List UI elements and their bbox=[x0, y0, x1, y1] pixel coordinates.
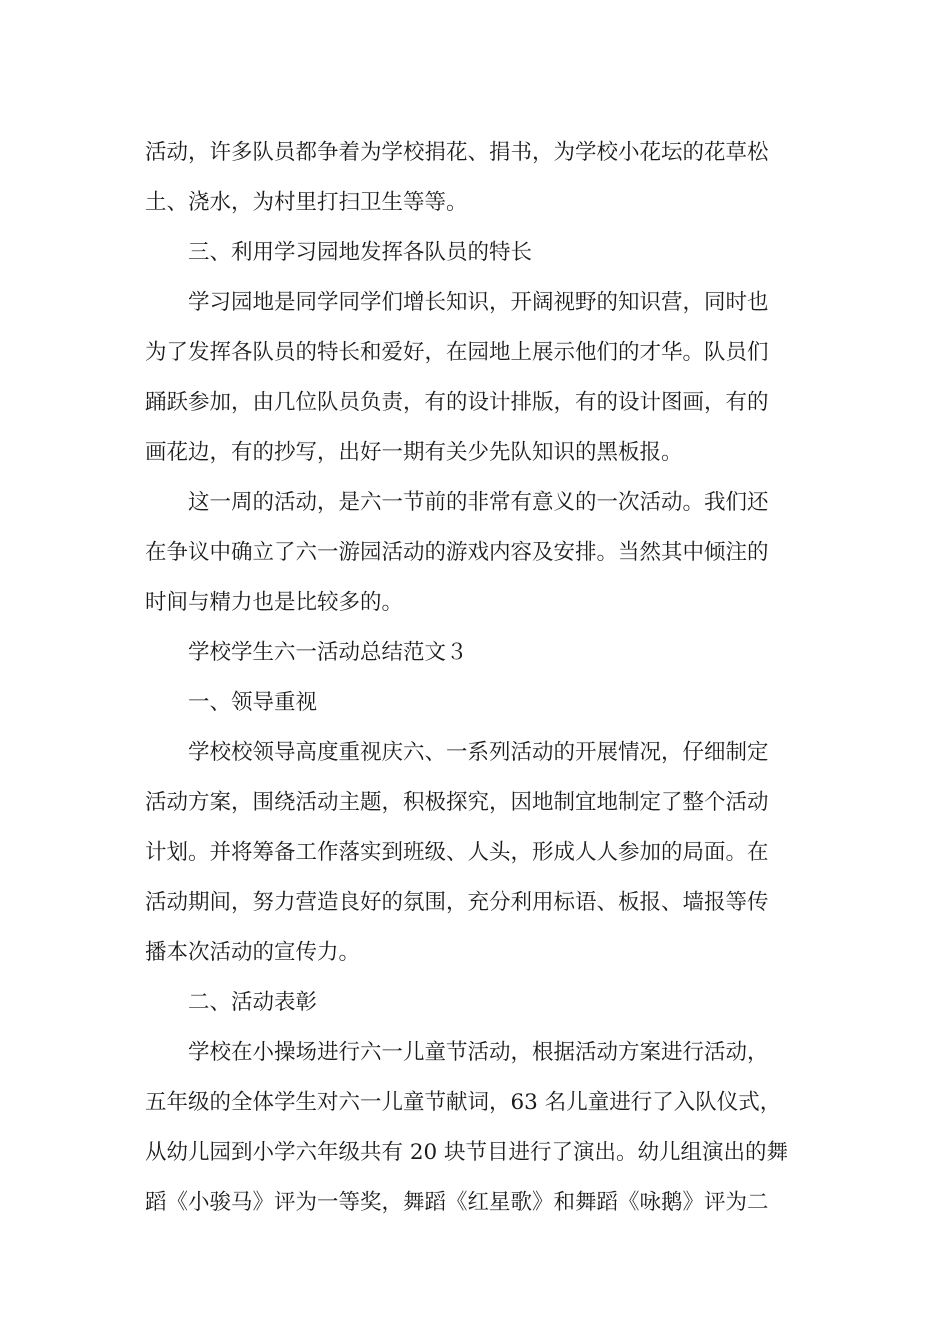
text-line-22: 蹈《小骏马》评为一等奖，舞蹈《红星歌》和舞蹈《咏鹅》评为二 bbox=[145, 1190, 769, 1215]
document-title: 学校学生六一活动总结范文３ bbox=[188, 640, 468, 665]
document-body bbox=[145, 128, 815, 1228]
text-line-9: 在争议中确立了六一游园活动的游戏内容及安排。当然其中倾注的 bbox=[145, 540, 769, 565]
text-line-20: 五年级的全体学生对六一儿童节献词，63 名儿童进行了入队仪式， bbox=[145, 1090, 782, 1115]
text-line-1: 活动，许多队员都争着为学校捐花、捐书，为学校小花坛的花草松 bbox=[145, 140, 769, 165]
text-line-13: 学校校领导高度重视庆六、一系列活动的开展情况，仔细制定 bbox=[188, 740, 769, 765]
text-line-16: 活动期间，努力营造良好的氛围，充分利用标语、板报、墙报等传 bbox=[145, 890, 769, 915]
text-line-2: 土、浇水，为村里打扫卫生等等。 bbox=[145, 190, 468, 215]
text-line-4: 学习园地是同学同学们增长知识，开阔视野的知识营，同时也 bbox=[188, 290, 769, 315]
section-heading-3: 三、利用学习园地发挥各队员的特长 bbox=[188, 240, 533, 265]
text-line-7: 画花边，有的抄写，出好一期有关少先队知识的黑板报。 bbox=[145, 440, 683, 465]
section-heading-1: 一、领导重视 bbox=[188, 690, 318, 715]
text-line-14: 活动方案，围绕活动主题，积极探究，因地制宜地制定了整个活动 bbox=[145, 790, 769, 815]
text-line-17: 播本次活动的宣传力。 bbox=[145, 940, 361, 965]
section-heading-2: 二、活动表彰 bbox=[188, 990, 318, 1015]
text-line-19: 学校在小操场进行六一儿童节活动，根据活动方案进行活动， bbox=[188, 1040, 769, 1065]
text-line-21: 从幼儿园到小学六年级共有 20 块节目进行了演出。幼儿组演出的舞 bbox=[145, 1140, 789, 1165]
text-line-15: 计划。并将筹备工作落实到班级、人头，形成人人参加的局面。在 bbox=[145, 840, 769, 865]
text-line-5: 为了发挥各队员的特长和爱好，在园地上展示他们的才华。队员们 bbox=[145, 340, 769, 365]
text-line-10: 时间与精力也是比较多的。 bbox=[145, 590, 404, 615]
text-line-8: 这一周的活动，是六一节前的非常有意义的一次活动。我们还 bbox=[188, 490, 769, 515]
text-line-6: 踊跃参加，由几位队员负责，有的设计排版，有的设计图画，有的 bbox=[145, 390, 769, 415]
